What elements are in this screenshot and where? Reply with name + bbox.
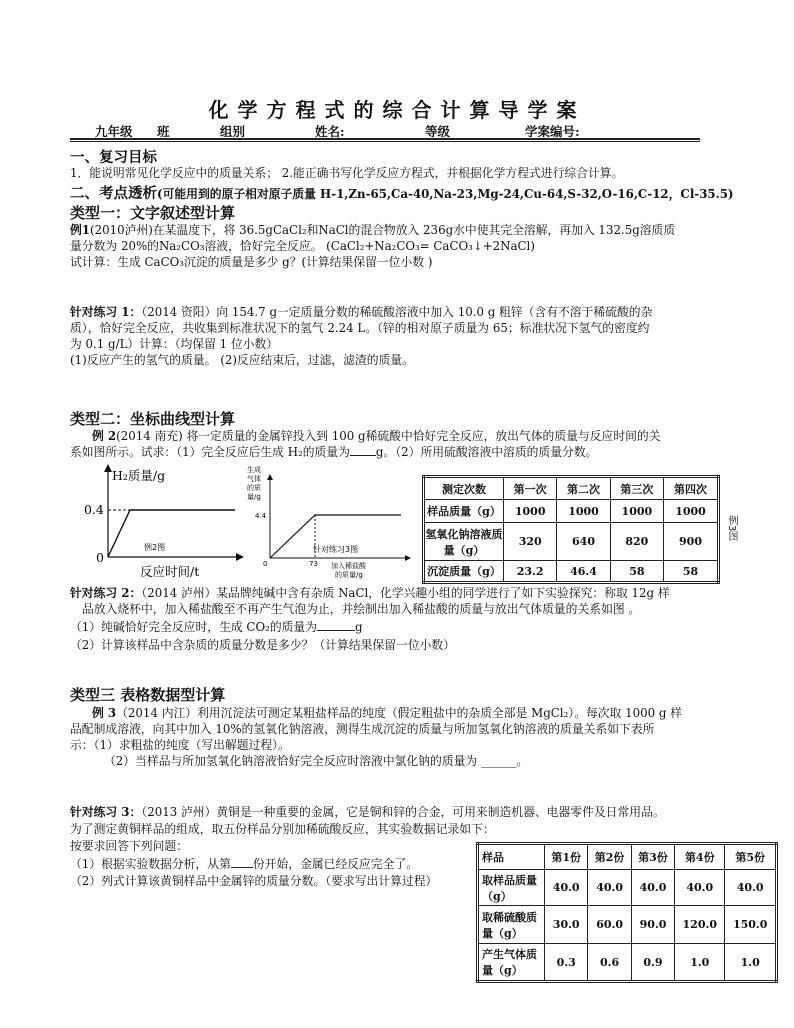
section-heading-exam: 二、考点透析 xyxy=(70,185,157,202)
g1-y-label: H₂质量/g xyxy=(112,468,166,483)
table-cell: 640 xyxy=(557,523,610,561)
table-cell: 1000 xyxy=(504,500,557,523)
table-row xyxy=(424,523,719,561)
practice-2-line-4: （2）计算该样品中含杂质的质量分数是多少？（计算结果保留一位小数） xyxy=(70,638,456,652)
table-cell: 氢氧化钠溶液质量（g） xyxy=(424,523,504,561)
table-header-cell: 第一次 xyxy=(504,477,557,500)
practice-2-label: 针对练习 2： xyxy=(70,586,142,600)
table-row xyxy=(424,561,719,583)
example-3-line-3: 示：（1）求粗盐的纯度（写出解题过程）。 xyxy=(70,738,290,752)
example-1-line-2: 量分数为 20%的Na₂CO₃溶液，恰好完全反应。 (CaCl₂+Na₂CO₃= CaCO₃↓+2NaCl) xyxy=(70,239,535,253)
g2-caption: 针对练习3图 xyxy=(313,545,359,554)
table-header-cell: 第二次 xyxy=(557,477,610,500)
table-cell: 1000 xyxy=(557,500,610,523)
practice-2-line-2: 品放入烧杯中，加入稀盐酸至不再产生气泡为止，并绘制出加入稀盐酸的质量与放出气体质量的关系如图 。 xyxy=(82,602,641,616)
answer-blank[interactable] xyxy=(317,630,355,631)
table-cell: 1000 xyxy=(664,500,719,523)
table-cell: 1000 xyxy=(610,500,663,523)
table-row xyxy=(478,906,777,944)
example-2-text-2a: 系如图所示。试求：（1）完全反应后生成 H₂的质量为 xyxy=(70,445,350,459)
example-2-text-2b: g。（2）所用硫酸溶液中溶质的质量分数。 xyxy=(375,445,598,459)
practice-2-line-1 xyxy=(70,585,670,601)
table-cell: 1.0 xyxy=(725,944,777,982)
table-cell: 58 xyxy=(664,561,719,583)
header-rule-thin xyxy=(70,141,700,142)
practice-1-line-1 xyxy=(70,304,652,320)
table-cell: 1.0 xyxy=(675,944,725,982)
table-cell: 40.0 xyxy=(588,870,631,906)
header-rule xyxy=(70,138,700,140)
practice-2-text-3: （1）纯碱恰好完全反应时，生成 CO₂的质量为 xyxy=(70,620,318,634)
table-header-cell: 测定次数 xyxy=(424,477,504,500)
table-header-cell: 第1份 xyxy=(545,844,588,870)
table-cell: 样品质量（g） xyxy=(424,500,504,523)
example-2-text-1: (2014 南充) 将一定质量的金属锌投入到 100 g稀硫酸中恰好完全反应，放出气体的质量与反应时间的关 xyxy=(116,429,661,443)
table-cell: 58 xyxy=(610,561,663,583)
g2-x-arrow xyxy=(405,555,411,561)
table-header-cell: 第2份 xyxy=(588,844,631,870)
answer-blank[interactable] xyxy=(231,867,253,868)
example-3-side-caption: 例3图 xyxy=(726,515,737,542)
section-heading-goals: 一、复习目标 xyxy=(70,149,157,166)
group-label: 组别 xyxy=(220,124,246,139)
table-cell: 90.0 xyxy=(631,906,674,944)
example-3-line-4: （2）当样品与所加氢氧化钠溶液恰好完全反应时溶液中氯化钠的质量为 ______。 xyxy=(104,754,529,768)
g1-caption: 例2图 xyxy=(144,543,166,552)
practice-1-text-1: （2014 资阳）向 154.7 g一定质量分数的稀硫酸溶液中加入 10.0 g 粗锌（含有不溶于稀硫酸的杂 xyxy=(141,305,653,319)
practice-3-text-4a: （1）根据实验数据分析，从第 xyxy=(70,857,231,871)
table-cell: 0.3 xyxy=(545,944,588,982)
example-1-line-3: 试计算：生成 CaCO₃沉淀的质量是多少 g？(计算结果保留一位小数 ) xyxy=(70,255,433,269)
g2-y-label-1: 生成 xyxy=(247,466,261,474)
table-cell: 沉淀质量（g） xyxy=(424,561,504,583)
table-row xyxy=(424,500,719,523)
practice-2-text-1: （2014 泸州）某品牌纯碱中含有杂质 NaCl，化学兴趣小组的同学进行了如下实验探究：称取 12g 样 xyxy=(141,586,670,600)
practice-3-line-4 xyxy=(70,856,418,872)
practice-2-line-3 xyxy=(70,619,363,635)
example-2-graph xyxy=(70,462,245,582)
name-label: 姓名: xyxy=(315,124,345,139)
table-header-cell: 第5份 xyxy=(725,844,777,870)
page-title: 化学方程式的综合计算导学案 xyxy=(208,98,586,122)
table-cell: 取样品质量（g） xyxy=(478,870,545,906)
table-row xyxy=(478,870,777,906)
g1-origin: 0 xyxy=(96,550,104,565)
table-cell: 150.0 xyxy=(725,906,777,944)
g2-y-arrow xyxy=(267,474,273,480)
table-cell: 0.6 xyxy=(588,944,631,982)
example-1-line-1 xyxy=(70,222,675,238)
table-cell: 820 xyxy=(610,523,663,561)
table-header-cell: 第3份 xyxy=(631,844,674,870)
example-3-table xyxy=(422,475,720,584)
practice-3-line-5: （2）列式计算该黄铜样品中金属锌的质量分数。（要求写出计算过程） xyxy=(70,874,438,888)
table-cell: 46.4 xyxy=(557,561,610,583)
example-3-text-1: （2014 内江）利用沉淀法可测定某粗盐样品的纯度（假定粗盐中的杂质全部是 MgCl₂）。每次取 1000 g 样 xyxy=(116,706,683,720)
table-cell: 320 xyxy=(504,523,557,561)
table-cell: 120.0 xyxy=(675,906,725,944)
practice-1-line-2: 质），恰好完全反应，共收集到标准状况下的氢气 2.24 L。（锌的相对原子质量为 65；标准状况下氢气的密度约 xyxy=(70,321,650,335)
table-header-cell: 样品 xyxy=(478,844,545,870)
practice-3-text-1: （2013 泸州）黄铜是一种重要的金属，它是铜和锌的合金，可用来制造机器、电器零件及日常用品。 xyxy=(141,805,665,819)
type-two-heading: 类型二：坐标曲线型计算 xyxy=(70,410,236,428)
table-cell: 40.0 xyxy=(725,870,777,906)
table-cell: 40.0 xyxy=(545,870,588,906)
example-1-text-1: (2010泸州)在某温度下，将 36.5gCaCl₂和NaCl的混合物放入 236g水中使其完全溶解，再加入 132.5g溶质质 xyxy=(90,223,676,237)
g2-y-tick: 4.4 xyxy=(255,512,267,520)
g2-x-label-1: 加入稀盐酸 xyxy=(331,562,366,570)
table-row xyxy=(424,477,719,500)
practice-3-text-4b: 份开始，金属已经反应完全了。 xyxy=(252,857,419,871)
g1-curve xyxy=(108,510,235,557)
table-header-cell: 第三次 xyxy=(610,477,663,500)
practice-3-line-3: 按要求回答下列问题： xyxy=(70,839,188,853)
g2-y-label-2: 气体 xyxy=(247,475,261,483)
practice-3-graph xyxy=(243,462,413,584)
table-header-cell: 第四次 xyxy=(664,477,719,500)
goals-text: 1．能说明常见化学反应中的质量关系； 2.能正确书写化学反应方程式，并根据化学方程式进行综合计算。 xyxy=(70,166,624,180)
example-3-line-2: 品配制成溶液，向其中加入 10%的氢氧化钠溶液，测得生成沉淀的质量与所加氢氧化钠溶液的质量关系如下表所 xyxy=(70,722,655,736)
g2-origin: 0 xyxy=(263,560,268,568)
level-label: 等级 xyxy=(425,124,451,139)
table-cell: 0.9 xyxy=(631,944,674,982)
table-cell: 取稀硫酸质量（g） xyxy=(478,906,545,944)
atomic-mass-note: (可能用到的原子相对原子质量 H-1,Zn-65,Ca-40,Na-23,Mg-24,Cu-64,S-32,O-16,C-12，Cl-35.5) xyxy=(157,187,734,201)
table-cell: 30.0 xyxy=(545,906,588,944)
class-label: 班 xyxy=(157,124,170,139)
practice-2-text-3b: g xyxy=(355,620,363,634)
example-2-line-2 xyxy=(70,444,597,460)
practice-3-line-2: 为了测定黄铜样品的组成，取五份样品分别加稀硫酸反应，其实验数据记录如下： xyxy=(70,822,495,836)
table-row xyxy=(478,844,777,870)
practice-3-line-1 xyxy=(70,804,665,820)
table-cell: 900 xyxy=(664,523,719,561)
table-cell: 60.0 xyxy=(588,906,631,944)
g1-y-tick: 0.4 xyxy=(84,502,104,517)
case-no-label: 学案编号: xyxy=(525,124,580,139)
practice-3-label: 针对练习 3： xyxy=(70,805,142,819)
example-1-label: 例1 xyxy=(70,223,91,237)
g2-y-label-3: 的质 xyxy=(247,484,261,492)
g1-y-arrow xyxy=(104,464,112,472)
practice-1-label: 针对练习 1： xyxy=(70,305,142,319)
practice-1-line-3: 为 0.1 g/L）计算：（均保留 1 位小数） xyxy=(70,337,279,351)
answer-blank[interactable] xyxy=(350,455,376,456)
table-row xyxy=(478,944,777,982)
g2-x-tick: 73 xyxy=(309,560,318,568)
example-2-label: 例 2 xyxy=(92,429,117,443)
table-cell: 40.0 xyxy=(675,870,725,906)
g1-x-label: 反应时间/t xyxy=(140,564,200,579)
table-cell: 40.0 xyxy=(631,870,674,906)
brass-data-table xyxy=(476,842,778,983)
type-three-heading: 类型三 表格数据型计算 xyxy=(70,686,226,704)
table-cell: 23.2 xyxy=(504,561,557,583)
g2-y-label-4: 量/g xyxy=(247,493,261,501)
example-3-label: 例 3 xyxy=(92,706,117,720)
type-one-heading: 类型一：文字叙述型计算 xyxy=(70,204,236,222)
example-3-line-1 xyxy=(70,705,682,721)
section-exam-points xyxy=(70,182,734,203)
g2-x-label-2: 的质量/g xyxy=(335,571,363,579)
table-cell: 产生气体质量（g） xyxy=(478,944,545,982)
practice-1-line-4: (1)反应产生的氢气的质量。 (2)反应结束后，过滤，滤渣的质量。 xyxy=(70,353,414,367)
grade-label: 九年级 xyxy=(95,124,133,139)
example-2-line-1 xyxy=(70,428,661,444)
table-header-cell: 第4份 xyxy=(675,844,725,870)
